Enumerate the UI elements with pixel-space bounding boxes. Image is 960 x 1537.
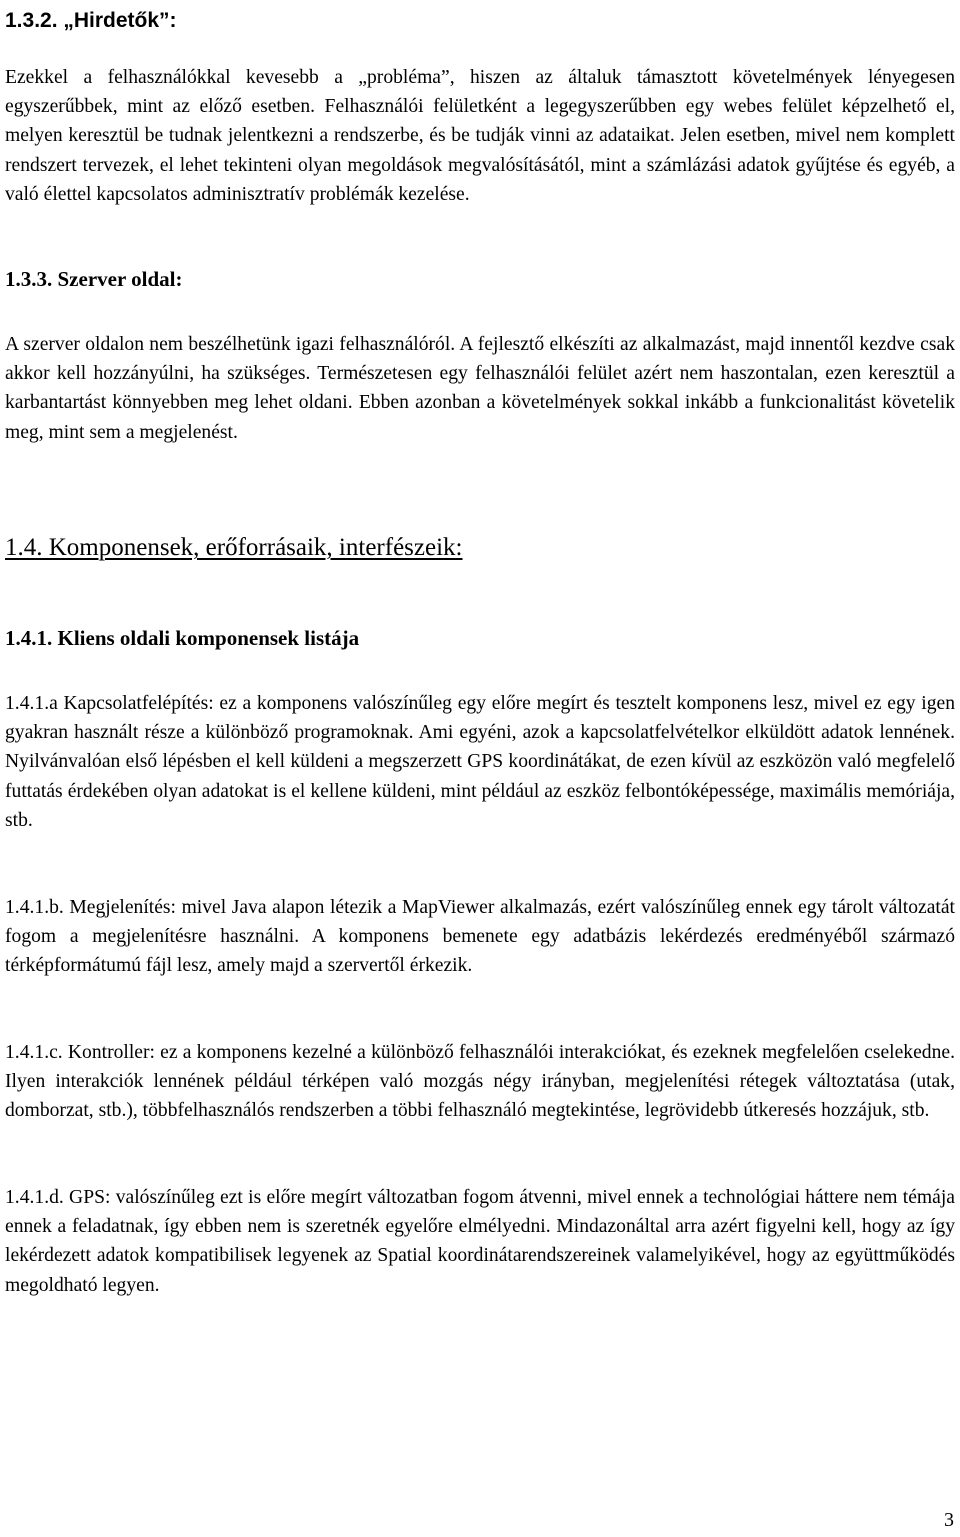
section-heading-1-3-3: 1.3.3. Szerver oldal: [5, 267, 183, 291]
section-heading-1-4: 1.4. Komponensek, erőforrásaik, interfészeik: [5, 534, 463, 561]
component-item-1-4-1-d: 1.4.1.d. GPS: valószínűleg ezt is előre megírt változatban fogom átvenni, mivel ennek a technológiai háttere nem témája ennek a feladatnak, így ebben nem is szeretnék egyelőre elmélyedni. Mindazonáltal arra azért figyelni kell, hogy az így lekérdezett adatok kompatibilisek legyenek az Spatial koordinátarendszereinek valamelyikével, hogy az együttműködés megoldható legyen. [5, 1187, 955, 1296]
section-heading-1-4-1: 1.4.1. Kliens oldali komponensek listája [5, 626, 360, 650]
component-item-1-4-1-b: 1.4.1.b. Megjelenítés: mivel Java alapon létezik a MapViewer alkalmazás, ezért valószínűleg ennek egy tárolt változatát fogom a megjelenítésre használni. A komponens bemenete egy adatbázis lekérdezés eredményéből származó térképformátumú fájl lesz, amely majd a szervertől érkezik. [5, 897, 955, 977]
component-item-1-4-1-c: 1.4.1.c. Kontroller: ez a komponens kezelné a különböző felhasználói interakciókat, és ezeknek megfelelően cselekedne. Ilyen interakciók lennének például térképen való mozgás négy irányban, megjelenítési rétegek változtatása (utak, domborzat, stb.), többfelhasználós rendszerben a többi felhasználó megtekintése, legrövidebb útkeresés hozzájuk, stb. [5, 1042, 955, 1122]
section-heading-1-3-2: 1.3.2. „Hirdetők”: [5, 9, 177, 32]
section-paragraph-1-3-2: Ezekkel a felhasználókkal kevesebb a „probléma”, hiszen az általuk támasztott követelmények lényegesen egyszerűbbek, mint az előző esetben. Felhasználói felületként a legegyszerűbben egy webes felület képzelhető el, melyen keresztül be tudnak jelentkezni a rendszerbe, és be tudják vinni az adataikat. Jelen esetben, mivel nem komplett rendszert tervezek, el lehet tekinteni olyan megoldások megvalósításától, mint a számlázási adatok gyűjtése és egyéb, a való élettel kapcsolatos adminisztratív problémák kezelése. [5, 67, 955, 205]
component-item-1-4-1-a: 1.4.1.a Kapcsolatfelépítés: ez a komponens valószínűleg egy előre megírt és tesztelt komponens lesz, mivel ez egy igen gyakran használt része a különböző programoknak. Ami egyéni, azok a kapcsolatfelvételkor elküldött adatok lennének. Nyilvánvalóan első lépésben el kell küldeni a megszerzett GPS koordinátákat, de ezen kívül az eszközön való megfelelő futtatás érdekében olyan adatokat is el kellene küldeni, mint például az eszköz felbontóképessége, maximális memóriája, stb. [5, 693, 955, 831]
section-paragraph-1-3-3: A szerver oldalon nem beszélhetünk igazi felhasználóról. A fejlesztő elkészíti az alkalmazást, majd innentől kezdve csak akkor kell hozzányúlni, ha szükséges. Természetesen egy felhasználói felület azért nem haszontalan, ezen keresztül a karbantartást könnyebben meg lehet oldani. Ebben azonban a követelmények sokkal inkább a funkcionalitást követelik meg, mint sem a megjelenést. [5, 334, 955, 443]
page-number: 3 [944, 1509, 954, 1531]
